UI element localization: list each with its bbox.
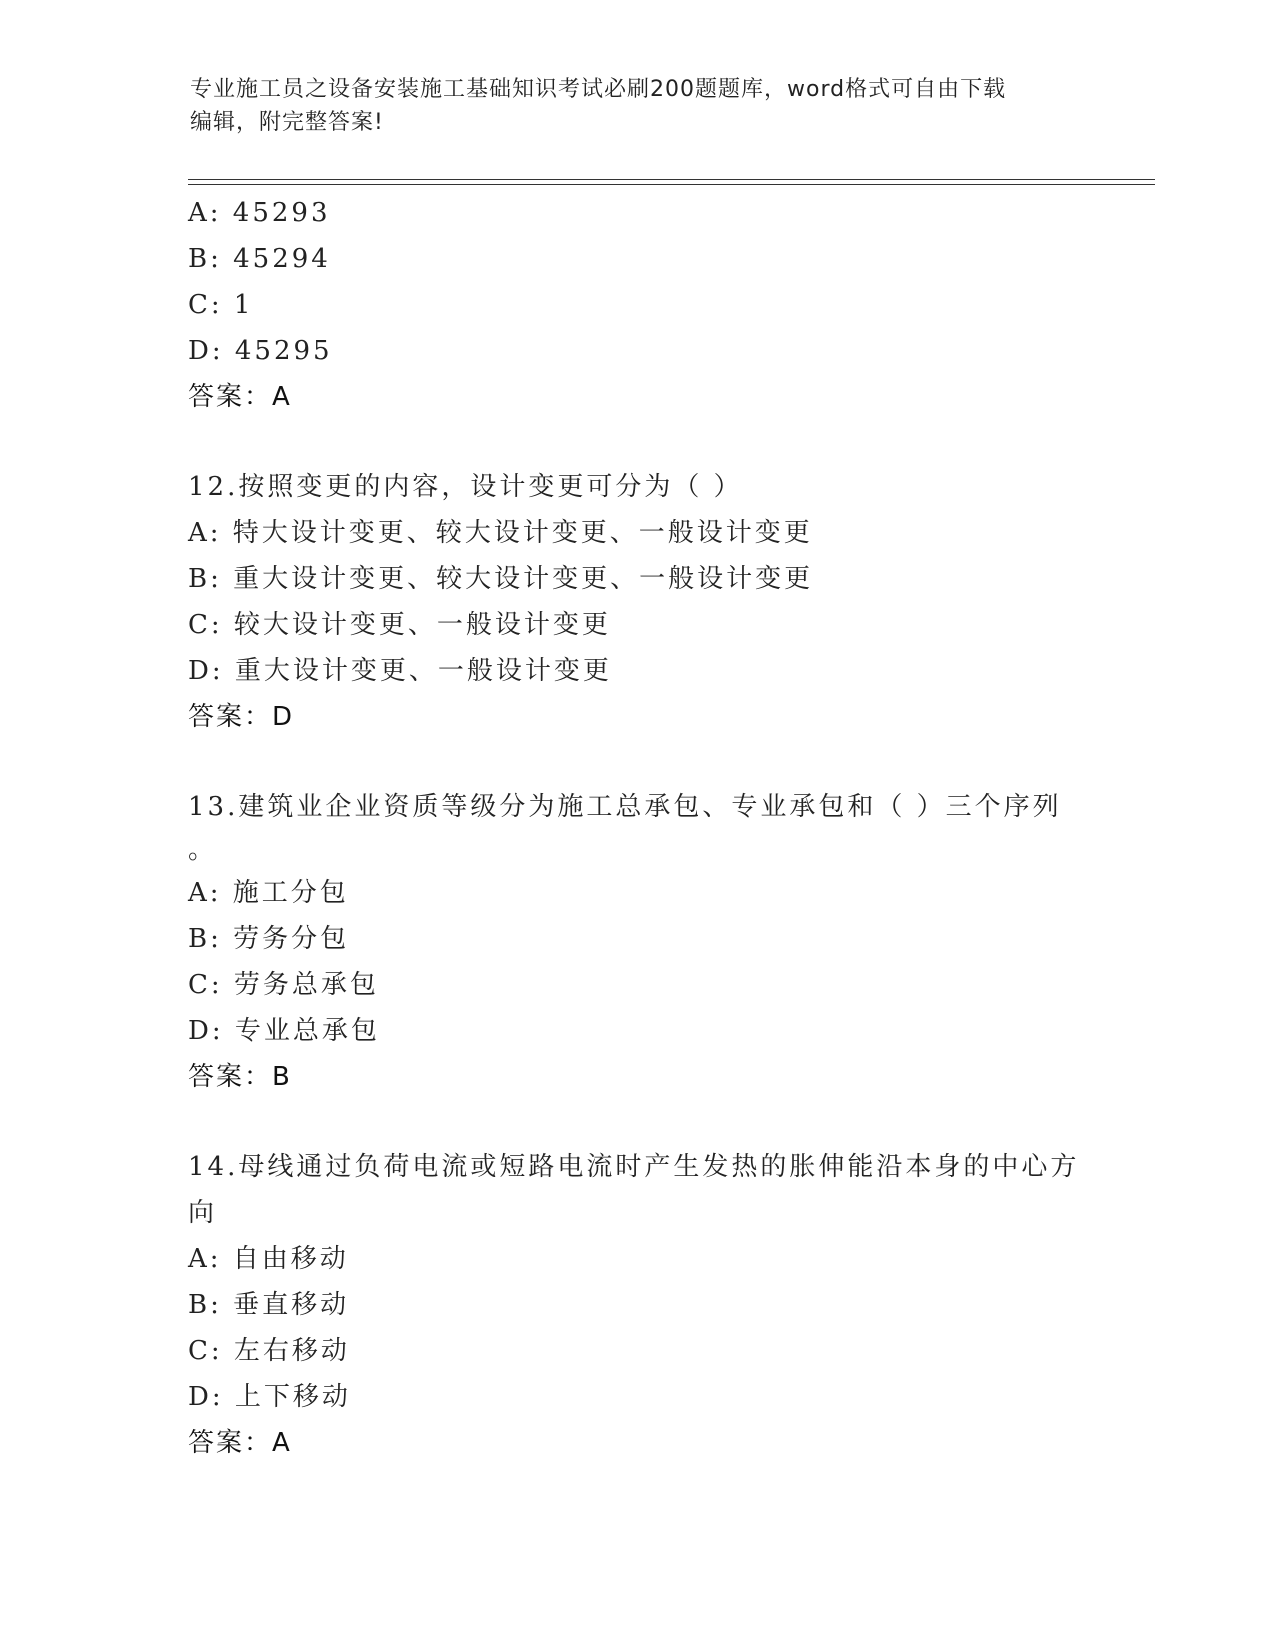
header-title-line2: 编辑，附完整答案! [190,110,384,135]
option-a: A: 特大设计变更、较大设计变更、一般设计变更 [188,518,813,548]
option-d: D: 45295 [188,336,333,366]
option-d: D: 重大设计变更、一般设计变更 [188,656,612,686]
answer-label: 答案：D [188,702,295,732]
question-stem-line1: 14.母线通过负荷电流或短路电流时产生发热的胀伸能沿本身的中心方 [188,1152,1080,1182]
answer-label: 答案：A [188,382,292,412]
question-12 [188,464,1128,740]
question-13 [188,784,1128,1100]
option-b: B: 45294 [188,244,331,274]
question-11 [188,190,1128,420]
header-divider-top [188,179,1155,180]
option-d: D: 上下移动 [188,1382,351,1412]
question-stem: 12.按照变更的内容，设计变更可分为（ ） [188,472,743,502]
option-d: D: 专业总承包 [188,1016,380,1046]
question-list [188,190,1128,1466]
option-a: A: 自由移动 [188,1244,349,1274]
option-b: B: 垂直移动 [188,1290,350,1320]
option-c: C: 1 [188,290,254,320]
question-stem-line2: 。 [188,835,218,865]
option-b: B: 劳务分包 [188,924,350,954]
question-14 [188,1144,1128,1466]
option-a: A: 45293 [188,198,331,228]
question-stem-line1: 13.建筑业企业资质等级分为施工总承包、专业承包和（ ）三个序列 [188,792,1062,822]
option-c: C: 左右移动 [188,1336,350,1366]
answer-label: 答案：B [188,1062,292,1092]
option-c: C: 劳务总承包 [188,970,379,1000]
header-divider-bottom [188,184,1155,185]
option-a: A: 施工分包 [188,878,349,908]
header-title-line1: 专业施工员之设备安装施工基础知识考试必刷200题题库，word格式可自由下载 [190,77,1007,102]
document-header [190,73,1090,139]
question-stem-line2: 向 [188,1198,218,1228]
option-b: B: 重大设计变更、较大设计变更、一般设计变更 [188,564,814,594]
option-c: C: 较大设计变更、一般设计变更 [188,610,611,640]
answer-label: 答案：A [188,1428,292,1458]
